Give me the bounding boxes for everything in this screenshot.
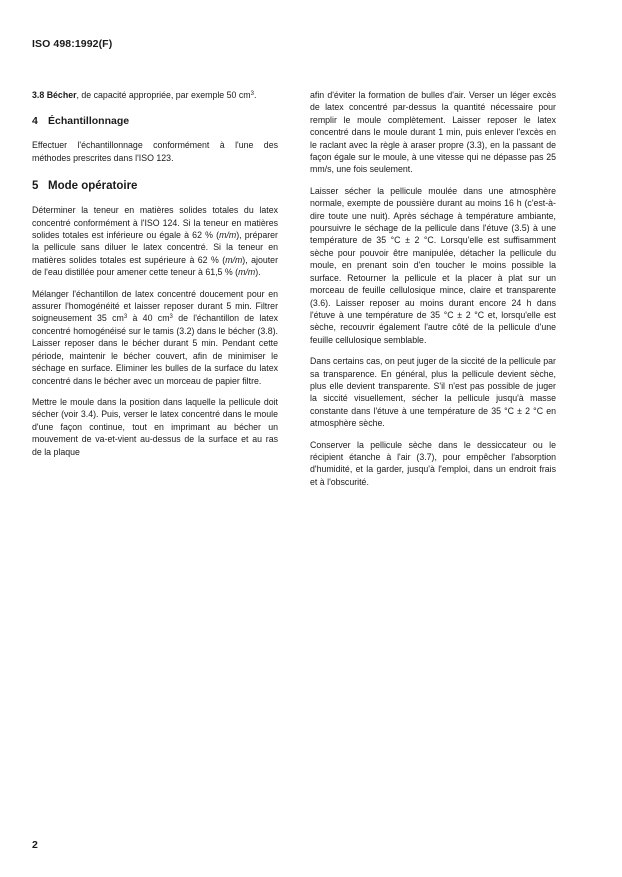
right-column [310,89,556,497]
item-text-end: . [253,90,257,100]
section-4-heading [32,115,278,128]
text-run: de l'échantillon de latex concentré homogénéisé sur le tamis (3.2) dans le bécher (3.8). Laisser reposer dans le bécher durant 5 min. Pendant cette période, maintenir le bécher couvert, afin de minimiser le séchage en surface. Eliminer les bulles de la surface du latex concentré dans le bécher avec un morceau de papier filtre. [32,313,278,386]
section-4-paragraph: Effectuer l'échantillonnage conformément à l'une des méthodes prescrites dans l'ISO 123. [32,140,278,163]
section-title: Mode opératoire [48,180,138,193]
item-term: Bécher [46,90,77,100]
right-paragraph-2: Laisser sécher la pellicule moulée dans une atmosphère normale, exempte de poussière durant au moins 16 h (c'est-à-dire toute une nuit). Après séchage à température ambiante, poursuivre le séchage de la pellicule dans l'étuve (3.5) à une température de 35 °C ± 2 °C. Lorsqu'elle est suffisamment sèche pour pouvoir être manipulée, détacher la pellicule du moule, en prenant soin d'en toucher le moins possible la surface. Retourner la pellicule et la placer à plat sur un morceau de feuille cellulosique mince, claire et transparente (3.6). Laisser reposer au moins durant encore 24 h dans l'étuve à une température de 35 °C ± 2 °C et, lorsqu'elle est sèche, recouvrir également l'autre côté de la pellicule d'une feuille cellulosique semblable. [310,185,556,345]
italic-unit: m/m [219,230,237,241]
item-text: , de capacité appropriée, par exemple 50 cm [76,90,251,100]
text-run: ), préparer la pellicule sans diluer le latex concentré. Si la teneur en matières solides totales est supérieure à 62 % ( [32,230,278,265]
item-3-8 [32,89,278,101]
document-header: ISO 498:1992(F) [32,38,113,50]
text-run: ), ajouter de l'eau distillée pour amener cette teneur à 61,5 % ( [32,254,278,278]
superscript: 3 [123,314,128,321]
right-paragraph-4: Conserver la pellicule sèche dans le dessiccateur ou le récipient étanche à l'air (3.7), pour empêcher l'absorption d'humidité, et la garder, jusqu'à l'emploi, dans un endroit frais et à l'obscurité. [310,439,556,487]
section-5-paragraph-3: Mettre le moule dans la position dans laquelle la pellicule doit sécher (voir 3.4). Puis, verser le latex concentré dans le moule d'une façon continue, tout en imprimant au bécher un mouvement de va-et-vient au-dessus de la surface et au ras de la plaque [32,396,278,457]
section-number: 5 [32,180,39,193]
superscript: 3 [169,314,173,321]
superscript: 3 [250,91,254,97]
text-run: à 40 cm [127,313,170,324]
section-5-heading [32,180,278,193]
text-run: Mélanger l'échantillon de latex concentré doucement pour en assurer l'homogénéité et laisser reposer durant 5 min. Filtrer soigneusement 35 cm [32,288,278,324]
left-column [32,89,278,467]
right-paragraph-3: Dans certains cas, on peut juger de la siccité de la pellicule par sa transparence. En général, plus la pellicule devient sèche, plus elle devient transparente. S'il n'est pas possible de juger la siccité visuellement, sécher la pellicule jusqu'à masse constante dans l'étuve à une température de 35 °C ± 2 °C en atmosphère sèche. [310,356,556,429]
page-number: 2 [32,839,38,851]
italic-unit: m/m [225,254,243,265]
item-number: 3.8 [32,90,45,100]
section-5-paragraph-2 [32,288,278,387]
text-run: Déterminer la teneur en matières solides totales du latex concentré conformément à l'ISO 124. Si la teneur en matières solides totales est inférieure ou égale à 62 % ( [32,205,278,241]
section-5-paragraph-1 [32,204,278,278]
section-number: 4 [32,115,38,128]
right-paragraph-1: afin d'éviter la formation de bulles d'air. Verser un léger excès de latex concentré par-dessus la quantité nécessaire pour remplir le moule complètement. Laisser reposer le latex concentré dans le moule durant 1 min, puis enlever l'excès en le raclant avec la règle à araser propre (3.3), en la passant de façon égale sur le moule, à une vitesse qui ne dépasse pas 25 mm/s, une fois seulement. [310,90,556,175]
italic-unit: m/m [238,267,256,278]
section-title: Échantillonnage [48,115,130,128]
text-run: ). [255,267,261,278]
